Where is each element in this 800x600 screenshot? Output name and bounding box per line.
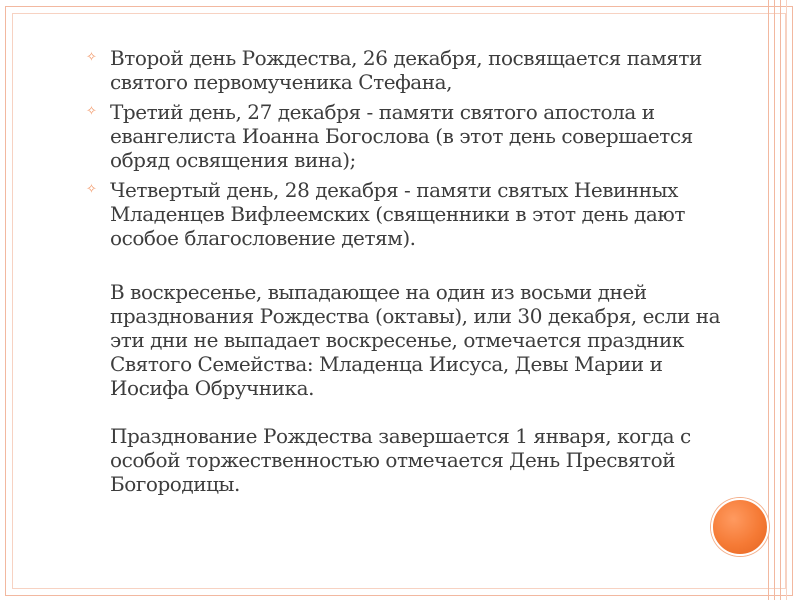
bullet-text-line: обряд освящения вина); (110, 148, 356, 172)
bullet-text-line: особое благословение детям). (110, 226, 416, 250)
orange-circle-ornament (711, 498, 769, 556)
bullet-text-line: Второй день Рождества, 26 декабря, посвящается памяти (110, 46, 702, 70)
bullet-item (82, 46, 782, 94)
bullet-text-line: евангелиста Иоанна Богослова (в этот день совершается (110, 124, 693, 148)
blank-line (82, 256, 782, 280)
paragraph-text-line: Святого Семейства: Младенца Иисуса, Девы Марии и (110, 352, 663, 376)
paragraph-text-line: Празднование Рождества завершается 1 января, когда с (110, 424, 691, 448)
paragraph-text-line: празднования Рождества (октавы), или 30 декабря, если на (110, 304, 721, 328)
bullet-text-line: Младенцев Вифлеемских (священники в этот день дают (110, 202, 685, 226)
paragraph-text-line: В воскресенье, выпадающее на один из восьми дней (110, 280, 647, 304)
paragraph-text-line: особой торжественностью отмечается День Пресвятой (110, 448, 676, 472)
bullet-star-icon: ✧ (86, 182, 97, 197)
slide-content (82, 46, 782, 496)
bullet-star-icon: ✧ (86, 104, 97, 119)
bullet-text-line: Третий день, 27 декабря - памяти святого апостола и (110, 100, 655, 124)
bullet-item (82, 178, 782, 250)
paragraph-text-line: эти дни не выпадает воскресенье, отмечается праздник (110, 328, 684, 352)
bullet-text-line: святого первомученика Стефана, (110, 70, 453, 94)
paragraph-text-line: Иосифа Обручника. (110, 376, 314, 400)
paragraph-text-line: Богородицы. (110, 472, 240, 496)
bullet-star-icon: ✧ (86, 50, 97, 65)
bullet-text-line: Четвертый день, 28 декабря - памяти святых Невинных (110, 178, 678, 202)
bullet-item (82, 100, 782, 172)
paragraph (82, 424, 782, 496)
paragraph (82, 280, 782, 400)
blank-line (82, 400, 782, 424)
decorative-vertical-line (786, 0, 787, 600)
